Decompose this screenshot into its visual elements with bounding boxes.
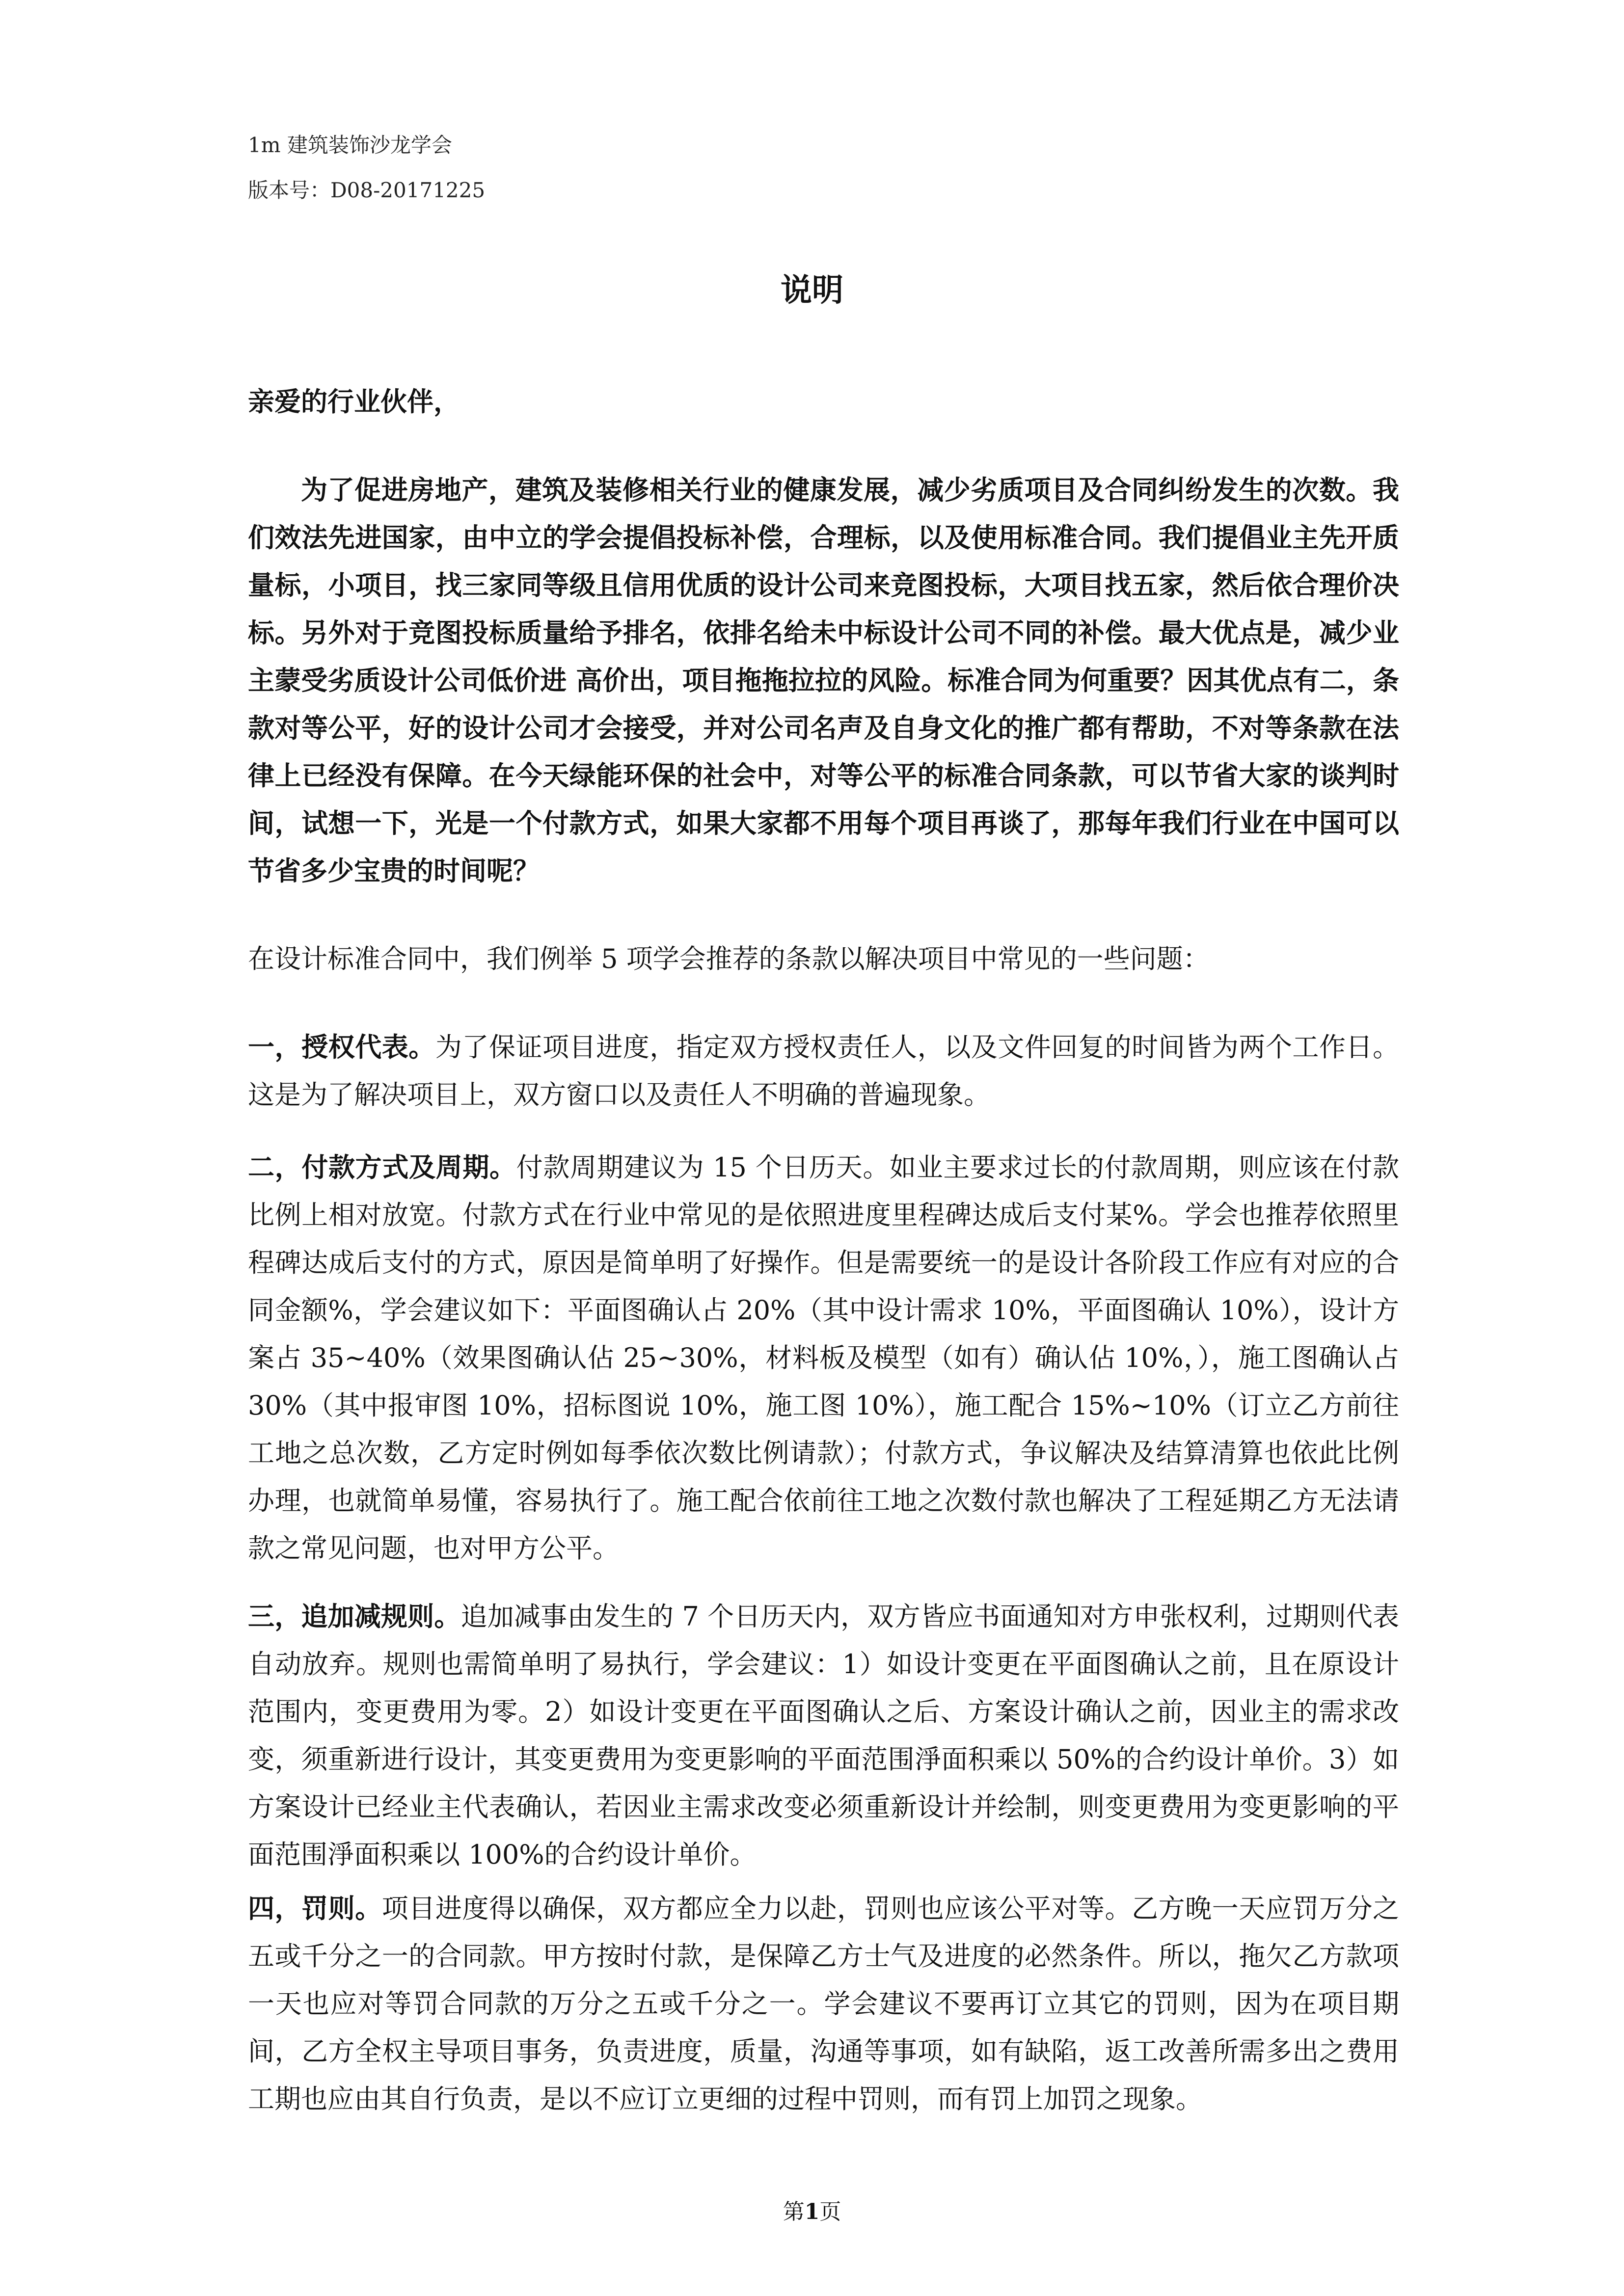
intro-paragraph: 为了促进房地产，建筑及装修相关行业的健康发展，减少劣质项目及合同纠纷发生的次数。我们效法先进国家，由中立的学会提倡投标补偿，合理标，以及使用标准合同。我们提倡业主先开质量标，小项目，找三家同等级且信用优质的设计公司来竞图投标，大项目找五家，然后依合理价决标。另外对于竞图投标质量给予排名，依排名给未中标设计公司不同的补偿。最大优点是，减少业主蒙受劣质设计公司低价进 高价出，项目拖拖拉拉的风险。标准合同为何重要？因其优点有二，条款对等公平，好的设计公司才会接受，并对公司名声及自身文化的推广都有帮助，不对等条款在法律上已经没有保障。在今天绿能环保的社会中，对等公平的标准合同条款，可以节省大家的谈判时间，试想一下，光是一个付款方式，如果大家都不用每个项目再谈了，那每年我们行业在中国可以节省多少宝贵的时间呢？ bbox=[248, 474, 1399, 886]
clause-text: 项目进度得以确保，双方都应全力以赴，罚则也应该公平对等。乙方晚一天应罚万分之五或千分之一的合同款。甲方按时付款，是保障乙方士气及进度的必然条件。所以，拖欠乙方款项一天也应对等罚合同款的万分之五或千分之一。学会建议不要再订立其它的罚则，因为在项目期间，乙方全权主导项目事务，负责进度，质量，沟通等事项，如有缺陷，返工改善所需多出之费用工期也应由其自行负责，是以不应订立更细的过程中罚则，而有罚上加罚之现象。 bbox=[248, 1893, 1400, 2114]
greeting: 亲爱的行业伙伴， bbox=[248, 386, 460, 417]
clause-authorized-representative bbox=[248, 1023, 1399, 1119]
page-prefix: 第 bbox=[783, 2199, 805, 2224]
page-number: 1 bbox=[804, 2199, 820, 2224]
clause-heading: 四，罚则。 bbox=[248, 1893, 382, 1924]
page-suffix: 页 bbox=[819, 2199, 841, 2224]
clause-text: 追加减事由发生的 7 个日历天内，双方皆应书面通知对方申张权利，过期则代表自动放弃。规则也需简单明了易执行，学会建议：1）如设计变更在平面图确认之前，且在原设计范围内，变更费用为零。2）如设计变更在平面图确认之后、方案设计确认之前，因业主的需求改变，须重新进行设计，其变更费用为变更影响的平面范围淨面积乘以 50%的合约设计单价。3）如方案设计已经业主代表确认，若因业主需求改变必须重新设计并绘制，则变更费用为变更影响的平面范围淨面积乘以 100%的合约设计单价。 bbox=[248, 1601, 1399, 1870]
clause-heading: 三，追加减规则。 bbox=[248, 1601, 461, 1632]
organization-name: 1m 建筑装饰沙龙学会 bbox=[248, 133, 452, 157]
clause-text: 付款周期建议为 15 个日历天。如业主要求过长的付款周期，则应该在付款比例上相对放宽。付款方式在行业中常见的是依照进度里程碑达成后支付某%。学会也推荐依照里程碑达成后支付的方式，原因是简单明了好操作。但是需要统一的是设计各阶段工作应有对应的合同金额%，学会建议如下：平面图确认占 20%（其中设计需求 10%，平面图确认 10%），设计方案占 35~40%（效果图确认佔 25~30%，材料板及模型（如有）确认佔 10%，），施工图确认占 30%（其中报审图 10%，招标图说 10%，施工图 10%），施工配合 15%~10%（订立乙方前往工地之总次数，乙方定时例如每季依次数比例请款）；付款方式，争议解决及结算清算也依此比例办理，也就简单易懂，容易执行了。施工配合依前往工地之次数付款也解决了工程延期乙方无法请款之常见问题，也对甲方公平。 bbox=[248, 1152, 1399, 1564]
clauses-lead-paragraph: 在设计标准合同中，我们例举 5 项学会推荐的条款以解决项目中常见的一些问题： bbox=[248, 943, 1210, 974]
version-number: 版本号：D08-20171225 bbox=[248, 178, 486, 202]
page-number-footer bbox=[0, 2201, 1624, 2223]
clause-payment-terms bbox=[248, 1144, 1399, 1572]
clause-change-rules bbox=[248, 1593, 1399, 1878]
clause-heading: 二，付款方式及周期。 bbox=[248, 1151, 516, 1183]
clause-text: 为了保证项目进度，指定双方授权责任人，以及文件回复的时间皆为两个工作日。这是为了解决项目上，双方窗口以及责任人不明确的普遍现象。 bbox=[248, 1032, 1400, 1110]
document-title: 说明 bbox=[781, 272, 843, 309]
clause-heading: 一，授权代表。 bbox=[248, 1031, 435, 1063]
clause-penalties bbox=[248, 1885, 1399, 2123]
